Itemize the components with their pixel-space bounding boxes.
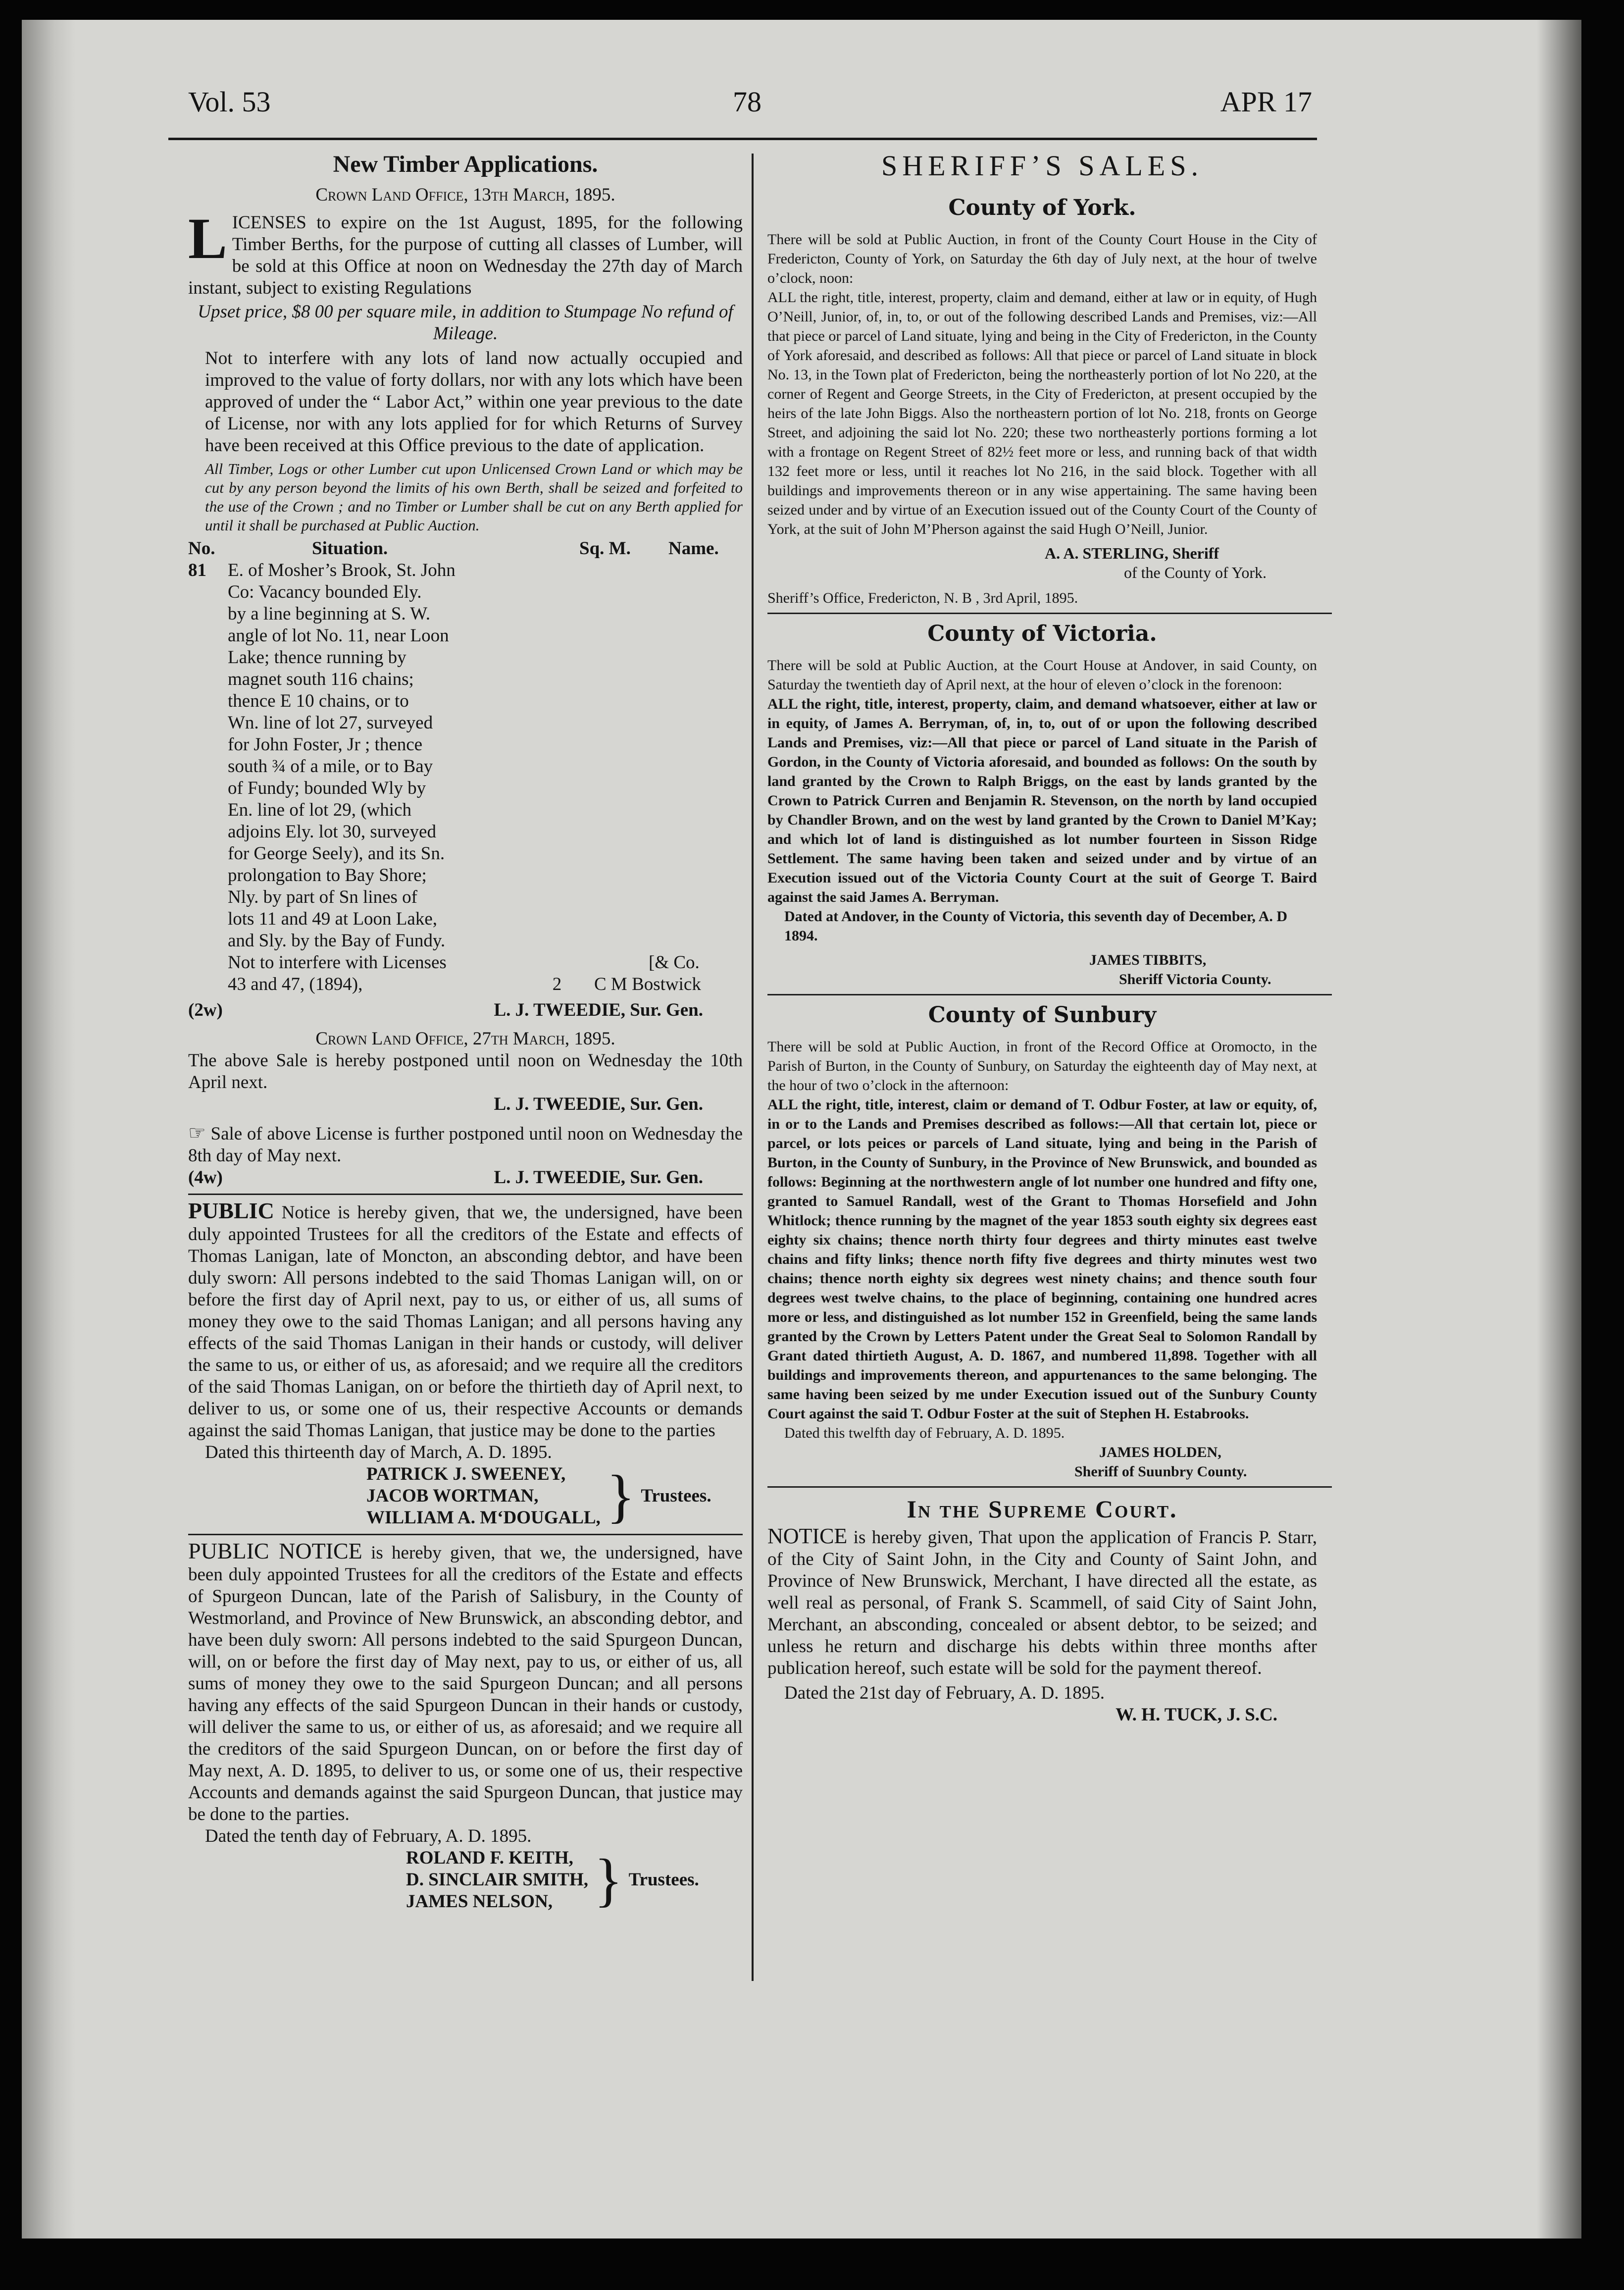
column-divider [752, 154, 754, 1981]
trustee-name: JAMES NELSON, [406, 1891, 553, 1912]
sheriff-name: A. A. STERLING, Sheriff [1045, 544, 1219, 562]
col-name: Name. [668, 538, 719, 559]
header-rule [168, 138, 1317, 140]
trustee-name: PATRICK J. SWEENEY, [366, 1464, 566, 1484]
notice-body: Notice is hereby given, that we, the undersigned, have been duly appointed Trustees for all the creditors of the Estate and effects of Thomas Lanigan, late of Moncton, an absconding debtor, and have been duly sworn: All persons indebted to the said Thomas Lanigan will, on or before the first day of April next, pay to us, or either of us, all sums of money they owe to the said Thomas Lanigan; and all persons having any effects of the said Thomas Lanigan in their hands or custody, will deliver the same to us, or either of us, as aforesaid; and we require all the creditors of the said Thomas Lanigan, on or before the thirtieth day of April next, to deliver to us, or some one of us, their respective Accounts or demands against the said Thomas Lanigan, that justice may be done to the parties [188, 1202, 743, 1441]
lot-line: thence E 10 chains, or to [228, 691, 409, 711]
section-rule [767, 994, 1332, 995]
right-column [767, 149, 1317, 1726]
drop-cap: L [188, 206, 227, 271]
trustees-block [406, 1847, 743, 1913]
not-interfere-text: Not to interfere with any lots of land now actually occupied and improved to the value of forty dollars, nor with any lots which have been approved of under the “ Labor Act,” within one year previous to the date of License, nor with any lots applied for for which Returns of Survey have been received at this Office previous to the date of application. [205, 348, 743, 456]
lot-line: of Fundy; bounded Wly by [228, 778, 426, 798]
sheriff-title: Sheriff Victoria County. [1119, 971, 1271, 988]
trustee-name: ROLAND F. KEITH, [406, 1848, 573, 1868]
issue-date: APR 17 [1220, 86, 1312, 118]
timber-title: New Timber Applications. [333, 151, 598, 177]
lot-line: adjoins Ely. lot 30, surveyed [228, 822, 436, 842]
page-header [188, 74, 1312, 129]
office-line-2: Crown Land Office, 27th March, 1895. [315, 1029, 615, 1049]
pointing-hand-icon: ☞ [188, 1122, 206, 1144]
insertion-count: (2w) [188, 1000, 223, 1020]
county-heading: County of York. [948, 195, 1136, 220]
lot-co: [& Co. [649, 952, 700, 973]
brace: } [606, 1463, 635, 1529]
notice-lead: PUBLIC NOTICE [188, 1538, 362, 1563]
lot-name: C M Bostwick [594, 974, 701, 994]
trustee-name: WILLIAM A. M‘DOUGALL, [366, 1508, 601, 1528]
dated-line: Sheriff’s Office, Fredericton, N. B , 3rd April, 1895. [767, 590, 1078, 606]
lot-line: and Sly. by the Bay of Fundy. [228, 931, 446, 951]
sale-intro: There will be sold at Public Auction, in front of the Record Office at Oromocto, in the Parish of Burton, in the County of Sunbury, on Saturday the eighteenth day of May next, at the hour of two o’clock in the afternoon: [767, 1039, 1317, 1093]
lot-line: Not to interfere with Licenses [228, 952, 447, 973]
supreme-court-title: In the Supreme Court. [907, 1495, 1178, 1523]
sale-body: ALL the right, title, interest, claim or demand of T. Odbur Foster, at law or equity, of, in or to the Lands and Premises described as follows:—All that certain lot, piece or parcel, or lots peices or parcels of Land situate, lying and being in the Parish of Burton, in the County of Sunbury, in the Province of New Brunswick, and bounded as follows: Beginning at the northwestern angle of lot number one hundred and fifty one, granted to Samuel Randall, west of the Grant to Thomas Horsefield and John Whitlock; thence running by the magnet of the year 1853 south eighty six degrees east eighty six chains; thence north thirty four degrees and thirty minutes east twelve chains and fifty links; thence north fifty five degrees and thirty minutes west two chains; thence north eighty six degrees west ninety chains; and thence south four degrees west twelve chains, to the place of beginning, containing one hundred acres more or less, and distinguished as lot number 152 in Greenfield, being the same lands granted by the Crown by Letters Patent under the Great Seal to Solomon Randall by Grant dated thirtieth August, A. D. 1867, and numbered 11,898. Together with all buildings and improvements thereon, and appurtenances to the same belonging. The same having been seized by me under Execution issued out of the Sunbury County Court against the said T. Odbur Foster at the suit of Stephen H. Estabrooks. [767, 1096, 1317, 1422]
lot-line: south ¾ of a mile, or to Bay [228, 756, 433, 777]
lot-line: magnet south 116 chains; [228, 669, 414, 689]
sheriff-signature [1089, 950, 1317, 989]
lot-line: Nly. by part of Sn lines of [228, 887, 417, 907]
lot-line: for George Seely), and its Sn. [228, 843, 445, 864]
sig-row-1 [188, 999, 743, 1021]
lot-row [188, 560, 743, 995]
lot-line: angle of lot No. 11, near Loon [228, 625, 449, 646]
dated-line: Dated this twelfth day of February, A. D. 1895. [784, 1425, 1065, 1441]
trustee-list [406, 1847, 588, 1913]
lot-line: Co: Vacancy bounded Ely. [228, 582, 422, 602]
sunbury-sale [767, 1000, 1317, 1481]
dated-line: Dated this thirteenth day of March, A. D. 1895. [205, 1442, 552, 1462]
insertion-count: (4w) [188, 1167, 223, 1188]
postpone-notice-1: The above Sale is hereby postponed until noon on Wednesday the 10th April next. [188, 1050, 743, 1093]
trustee-name: JACOB WORTMAN, [366, 1486, 539, 1506]
signature: L. J. TWEEDIE, Sur. Gen. [494, 1000, 703, 1020]
lot-line: Lake; thence running by [228, 647, 406, 668]
sheriff-title: Sheriff of Suunbry County. [1074, 1463, 1247, 1480]
section-rule [188, 1534, 743, 1535]
duncan-notice [188, 1540, 743, 1913]
page-gutter [22, 20, 75, 2238]
sheriff-name: JAMES HOLDEN, [1099, 1444, 1221, 1460]
lot-line: for John Foster, Jr ; thence [228, 734, 423, 755]
lot-table-header [188, 538, 743, 560]
sheriffs-sales-title: SHERIFF’S SALES. [881, 150, 1203, 182]
lanigan-notice [188, 1200, 743, 1529]
lot-line: lots 11 and 49 at Loon Lake, [228, 909, 438, 929]
lot-line: En. line of lot 29, (which [228, 800, 411, 820]
page-number: 78 [733, 86, 761, 118]
left-column [188, 149, 743, 1913]
signature: W. H. TUCK, J. S.C. [1116, 1705, 1277, 1725]
trustees-label: Trustees. [628, 1870, 699, 1890]
timber-notice [188, 149, 743, 1189]
notice-body: is hereby given, that we, the undersigned, have been duly appointed Trustees for all the creditors of the Estate and effects of Spurgeon Duncan, late of the Parish of Salisbury, in the County of Westmorland, and Province of New Brunswick, an absconding debtor, and have been duly sworn: All persons indebted to the said Spurgeon Duncan, will, on or before the first day of May next, pay to us, or either of us, all sums of money they owe to the said Spurgeon Duncan; and all persons having any effects of the said Spurgeon Duncan in their hands or custody, will deliver the same to us, or either of us, as aforesaid; and we require all the creditors of the said Spurgeon Duncan, on or before the first day of May next, A. D. 1895, to deliver to us, or some one of us, their respective Accounts and demands against the said Spurgeon Duncan, that justice may be done to the parties. [188, 1543, 743, 1824]
sig-row-3 [188, 1167, 743, 1189]
lot-number: 81 [188, 560, 206, 580]
col-situation: Situation. [312, 538, 388, 559]
sheriff-signature [1074, 1443, 1317, 1481]
section-rule [188, 1194, 743, 1195]
signature: L. J. TWEEDIE, Sur. Gen. [494, 1094, 703, 1114]
trustees-label: Trustees. [641, 1486, 711, 1506]
sale-body: ALL the right, title, interest, property, claim, and demand whatsoever, either at law or in equity, of James A. Berryman, of, in, to, out of or upon the following described Lands and Premises, viz:—All that piece or parcel of Land situate in the Parish of Gordon, in the County of Victoria aforesaid, and bounded as follows: On the south by land granted by the Crown to Ralph Briggs, on the east by lands granted by the Crown to Patrick Curren and Benjamin R. Stevenson, on the north by land occupied by Chandler Brown, and on the west by land granted by the Crown to Daniel M’Kay; and which lot of land is distinguished as lot number fourteen in Sisson Ridge Settlement. The same having been taken and seized under and by virtue of an Execution issued out of the Victoria County Court at the suit of George T. Baird against the said James A. Berryman. [767, 696, 1317, 905]
lot-line: E. of Mosher’s Brook, St. John [228, 560, 456, 580]
lot-situation [228, 560, 525, 995]
sale-intro: There will be sold at Public Auction, in front of the County Court House in the City of Fredericton, County of York, on Saturday the 6th day of July next, at the hour of twelve o’clock, noon: [767, 231, 1317, 286]
dated-line: Dated the 21st day of February, A. D. 1895. [784, 1683, 1105, 1703]
notice-lead: PUBLIC [188, 1198, 274, 1223]
lot-line: 43 and 47, (1894), [228, 974, 363, 994]
timber-intro: ICENSES to expire on the 1st August, 1895, for the following Timber Berths, for the purpose of cutting all classes of Lumber, will be sold at this Office at noon on Wednesday the 27th day of March instant, subject to existing Regulations [188, 212, 743, 298]
lot-line: by a line beginning at S. W. [228, 604, 431, 624]
notice-body: is hereby given, That upon the application of Francis P. Starr, of the City of Saint John, in the City and County of Saint John, and Province of New Brunswick, Merchant, I have directed all the estate, as well real as personal, of Frank S. Scammell, of said City of Saint John, Merchant, an absconding, concealed or absent debtor, to be seized; and unless he return and discharge his debts within three months after publication hereof, such estate will be sold for the payment thereof. [767, 1527, 1317, 1678]
signature: L. J. TWEEDIE, Sur. Gen. [494, 1167, 703, 1188]
sale-intro: There will be sold at Public Auction, at the Court House at Andover, in said County, on Saturday the twentieth day of April next, at the hour of eleven o’clock in the forenoon: [767, 657, 1317, 693]
trustees-block [366, 1463, 743, 1529]
volume-label: Vol. 53 [188, 86, 271, 118]
section-rule [767, 613, 1332, 614]
col-sqm: Sq. M. [579, 538, 631, 559]
sheriff-name: JAMES TIBBITS, [1089, 952, 1207, 968]
victoria-sale [767, 619, 1317, 989]
brace: } [594, 1847, 623, 1913]
section-rule [767, 1486, 1332, 1488]
lot-right-cells [525, 560, 733, 995]
sheriff-title: of the County of York. [1124, 564, 1267, 581]
page-edge [1537, 20, 1581, 2238]
supreme-court-notice [767, 1493, 1317, 1726]
county-heading: County of Victoria. [927, 621, 1157, 646]
dated-line: Dated the tenth day of February, A. D. 1895. [205, 1826, 532, 1846]
county-heading: County of Sunbury [928, 1002, 1157, 1028]
office-line: Crown Land Office, 13th March, 1895. [315, 185, 615, 205]
trustee-name: D. SINCLAIR SMITH, [406, 1870, 589, 1890]
lot-line: prolongation to Bay Shore; [228, 865, 427, 885]
lot-line: Wn. line of lot 27, surveyed [228, 713, 433, 733]
lot-sqm: 2 [552, 974, 562, 994]
postpone-notice-2: Sale of above License is further postponed until noon on Wednesday the 8th day of May next. [188, 1124, 743, 1166]
sheriff-signature [1045, 544, 1317, 582]
york-sale [767, 193, 1317, 608]
col-no: No. [188, 538, 215, 559]
sale-body: ALL the right, title, interest, property, claim and demand, either at law or in equity, of Hugh O’Neill, Junior, of, in, to, or out of the following described Lands and Premises, viz:—All that piece or parcel of Land situate, lying and being in the City of Fredericton, in the County of York aforesaid, and described as follows: All that piece or parcel of Land situate in block No. 13, in the Town plat of Fredericton, being the northeasterly portion of lot No 220, at the corner of Regent and George Streets, in the City of Fredericton, at present occupied by the heirs of the late John Biggs. Also the northeastern portion of lot No. 218, fronts on George Street, and adjoining the said lot No. 220; these two northeasterly portions forming a lot with a frontage on Regent Street of 82½ feet more or less, and running back of that width 132 feet more or less, until it reaches lot No 216, in the said block. Together with all buildings and improvements thereon or in any wise appertaining. The same having been seized under and by virtue of an Execution issued out of the County Court of the County of York, at the suit of John M’Pherson against the said Hugh O’Neill, Junior. [767, 289, 1317, 537]
unlicensed-notice: All Timber, Logs or other Lumber cut upon Unlicensed Crown Land or which may be cut by any person beyond the limits of his own Berth, shall be seized and forfeited to the use of the Crown ; and no Timber or Lumber shall be cut on any Berth applied for until it shall be purchased at Public Auction. [205, 460, 743, 534]
upset-price: Upset price, $8 00 per square mile, in addition to Stumpage No refund of Mileage. [198, 302, 733, 344]
trustee-list [366, 1463, 601, 1529]
notice-lead: NOTICE [767, 1524, 848, 1548]
dated-line: Dated at Andover, in the County of Victoria, this seventh day of December, A. D 1894. [784, 908, 1288, 944]
